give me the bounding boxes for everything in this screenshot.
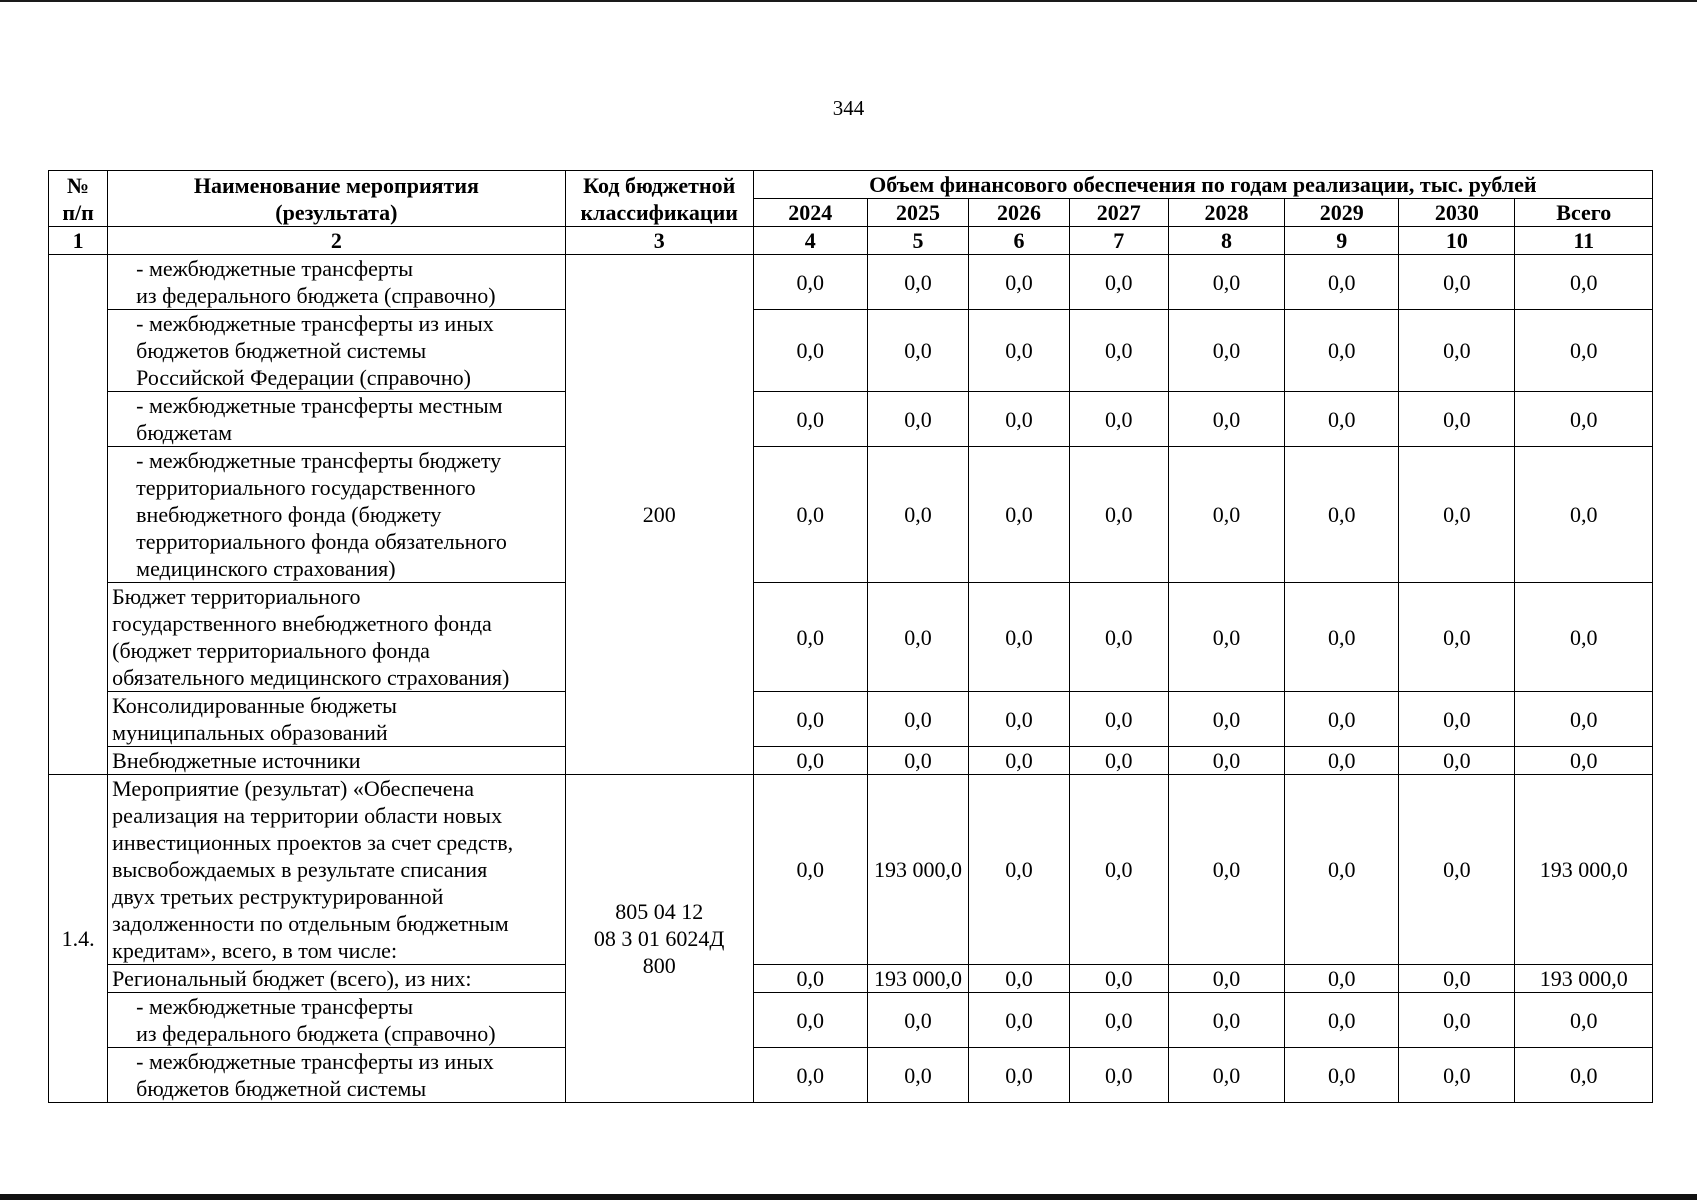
year-value-cell: 0,0 (1069, 747, 1168, 775)
total-value-cell: 0,0 (1515, 255, 1653, 310)
col-number-label: 7 (1069, 227, 1168, 255)
year-value-cell: 0,0 (969, 310, 1069, 392)
row-name-line: Внебюджетные источники (112, 748, 361, 773)
col-number-label: 9 (1285, 227, 1399, 255)
year-value-cell: 0,0 (1399, 392, 1515, 447)
col-header-year: Всего (1515, 199, 1653, 227)
row-name-cell (108, 775, 566, 965)
year-value-cell: 0,0 (969, 747, 1069, 775)
budget-code-line: 08 3 01 6024Д (593, 926, 725, 951)
table-row (49, 447, 1653, 583)
year-value-cell: 0,0 (1069, 583, 1168, 692)
page-number: 344 (832, 96, 865, 120)
year-value-cell: 0,0 (867, 993, 968, 1048)
year-value-cell: 0,0 (1168, 775, 1284, 965)
table-row (49, 747, 1653, 775)
year-value-cell: 0,0 (969, 255, 1069, 310)
col-number-label: 10 (1399, 227, 1515, 255)
year-value-cell: 0,0 (1069, 447, 1168, 583)
row-name-cell (108, 583, 566, 692)
table-row (49, 965, 1653, 993)
table-row (49, 775, 1653, 965)
year-value-cell: 0,0 (1399, 1048, 1515, 1103)
year-value-cell: 0,0 (1285, 255, 1399, 310)
row-name-line: муниципальных образований (112, 720, 388, 745)
total-value-cell: 0,0 (1515, 747, 1653, 775)
year-value-cell: 0,0 (969, 775, 1069, 965)
year-value-cell: 0,0 (1168, 255, 1284, 310)
col-header-name: Наименование мероприятия (результата) (108, 171, 566, 227)
row-name-line: Российской Федерации (справочно) (136, 365, 471, 390)
row-name-cell (108, 692, 566, 747)
year-value-cell: 0,0 (753, 310, 867, 392)
row-name-line: двух третьих реструктурированной (112, 884, 444, 909)
row-name-line: Мероприятие (результат) «Обеспечена (112, 776, 475, 801)
year-value-cell: 0,0 (1399, 747, 1515, 775)
budget-code-line: 800 (642, 953, 676, 978)
table-row (49, 692, 1653, 747)
year-value-cell: 0,0 (753, 775, 867, 965)
year-value-cell: 0,0 (1168, 583, 1284, 692)
year-value-cell: 0,0 (1168, 447, 1284, 583)
year-value-cell: 0,0 (1285, 775, 1399, 965)
year-value-cell: 0,0 (1069, 965, 1168, 993)
col-number-label: 8 (1168, 227, 1284, 255)
row-name-cell (108, 993, 566, 1048)
budget-code-line: 200 (642, 502, 676, 527)
year-value-cell: 0,0 (969, 993, 1069, 1048)
year-value-cell: 0,0 (867, 1048, 968, 1103)
table-row (49, 583, 1653, 692)
col-header-year: 2027 (1069, 199, 1168, 227)
page-top-rule (0, 0, 1697, 2)
col-number-label: 1 (49, 227, 108, 255)
col-number-label: 11 (1515, 227, 1653, 255)
year-value-cell: 0,0 (1069, 692, 1168, 747)
year-value-cell: 0,0 (1399, 965, 1515, 993)
budget-code-cell (565, 775, 753, 1103)
row-name-line: бюджетов бюджетной системы (136, 1076, 427, 1101)
row-name-cell (108, 1048, 566, 1103)
year-value-cell: 0,0 (753, 965, 867, 993)
year-value-cell: 193 000,0 (867, 965, 968, 993)
year-value-cell: 0,0 (1168, 310, 1284, 392)
row-name-cell (108, 747, 566, 775)
col-header-budget-code: Код бюджетной классификации (565, 171, 753, 227)
budget-code-cell (565, 255, 753, 775)
year-value-cell: 0,0 (1168, 392, 1284, 447)
year-value-cell: 0,0 (867, 310, 968, 392)
year-value-cell: 0,0 (867, 583, 968, 692)
col-number-label: 4 (753, 227, 867, 255)
year-value-cell: 0,0 (1285, 392, 1399, 447)
row-name-line: внебюджетного фонда (бюджету (136, 502, 442, 527)
col-header-volume: Объем финансового обеспечения по годам реализации, тыс. рублей (753, 171, 1652, 199)
year-value-cell: 0,0 (753, 692, 867, 747)
year-value-cell: 0,0 (1069, 775, 1168, 965)
col-header-year: 2028 (1168, 199, 1284, 227)
year-value-cell: 0,0 (969, 965, 1069, 993)
total-value-cell: 0,0 (1515, 447, 1653, 583)
year-value-cell: 0,0 (969, 392, 1069, 447)
row-name-line: (бюджет территориального фонда (112, 638, 430, 663)
year-value-cell: 0,0 (969, 447, 1069, 583)
row-name-line: территориального государственного (136, 475, 476, 500)
year-value-cell: 0,0 (969, 583, 1069, 692)
col-number-label: 3 (565, 227, 753, 255)
year-value-cell: 0,0 (1399, 583, 1515, 692)
year-value-cell: 0,0 (1285, 1048, 1399, 1103)
table-row (49, 993, 1653, 1048)
row-name-line: кредитам», всего, в том числе: (112, 938, 398, 963)
table-row (49, 392, 1653, 447)
table-row (49, 310, 1653, 392)
row-name-line: - межбюджетные трансферты (136, 994, 413, 1019)
row-name-line: реализация на территории области новых (112, 803, 503, 828)
year-value-cell: 0,0 (1168, 1048, 1284, 1103)
row-name-cell (108, 965, 566, 993)
year-value-cell: 0,0 (753, 993, 867, 1048)
year-value-cell: 0,0 (753, 392, 867, 447)
row-name-line: Бюджет территориального (112, 584, 361, 609)
total-value-cell: 0,0 (1515, 310, 1653, 392)
year-value-cell: 0,0 (1399, 692, 1515, 747)
row-name-line: обязательного медицинского страхования) (112, 665, 510, 690)
col-header-year: 2024 (753, 199, 867, 227)
year-value-cell: 0,0 (867, 692, 968, 747)
year-value-cell: 0,0 (1285, 583, 1399, 692)
year-value-cell: 0,0 (1399, 447, 1515, 583)
year-value-cell: 0,0 (1285, 993, 1399, 1048)
row-name-line: задолженности по отдельным бюджетным (112, 911, 509, 936)
year-value-cell: 0,0 (1069, 993, 1168, 1048)
year-value-cell: 0,0 (1285, 692, 1399, 747)
col-header-year: 2030 (1399, 199, 1515, 227)
total-value-cell: 0,0 (1515, 993, 1653, 1048)
col-header-number: № п/п (49, 171, 108, 227)
row-name-cell (108, 447, 566, 583)
total-value-cell: 0,0 (1515, 392, 1653, 447)
col-header-year: 2025 (867, 199, 968, 227)
total-value-cell: 0,0 (1515, 692, 1653, 747)
year-value-cell: 0,0 (867, 255, 968, 310)
row-name-line: - межбюджетные трансферты (136, 256, 413, 281)
row-name-line: - межбюджетные трансферты бюджету (136, 448, 502, 473)
row-name-line: - межбюджетные трансферты местным (136, 393, 503, 418)
row-name-line: из федерального бюджета (справочно) (136, 283, 496, 308)
row-name-line: инвестиционных проектов за счет средств, (112, 830, 514, 855)
total-value-cell: 0,0 (1515, 1048, 1653, 1103)
year-value-cell: 0,0 (753, 1048, 867, 1103)
year-value-cell: 0,0 (753, 583, 867, 692)
row-name-cell (108, 255, 566, 310)
total-value-cell: 193 000,0 (1515, 965, 1653, 993)
row-name-line: из федерального бюджета (справочно) (136, 1021, 496, 1046)
year-value-cell: 0,0 (1168, 993, 1284, 1048)
row-index-cell: 1.4. (49, 775, 108, 1103)
row-name-line: медицинского страхования) (136, 556, 396, 581)
year-value-cell: 0,0 (753, 255, 867, 310)
year-value-cell: 0,0 (867, 392, 968, 447)
row-name-line: бюджетов бюджетной системы (136, 338, 427, 363)
total-value-cell: 0,0 (1515, 583, 1653, 692)
table-row (49, 255, 1653, 310)
row-name-line: - межбюджетные трансферты из иных (136, 1049, 494, 1074)
row-name-cell (108, 310, 566, 392)
row-name-line: Консолидированные бюджеты (112, 693, 397, 718)
row-name-line: государственного внебюджетного фонда (112, 611, 492, 636)
col-number-label: 6 (969, 227, 1069, 255)
table-row (49, 1048, 1653, 1103)
year-value-cell: 0,0 (1069, 392, 1168, 447)
year-value-cell: 0,0 (753, 447, 867, 583)
year-value-cell: 0,0 (969, 1048, 1069, 1103)
year-value-cell: 0,0 (867, 447, 968, 583)
row-name-line: высвобождаемых в результате списания (112, 857, 488, 882)
year-value-cell: 0,0 (1285, 310, 1399, 392)
row-name-line: - межбюджетные трансферты из иных (136, 311, 494, 336)
col-number-label: 5 (867, 227, 968, 255)
financing-table (48, 170, 1653, 1103)
year-value-cell: 0,0 (1285, 965, 1399, 993)
row-name-cell (108, 392, 566, 447)
year-value-cell: 0,0 (1168, 747, 1284, 775)
row-name-line: бюджетам (136, 420, 233, 445)
page-bottom-band (0, 1194, 1697, 1200)
col-header-year: 2026 (969, 199, 1069, 227)
year-value-cell: 0,0 (1399, 255, 1515, 310)
year-value-cell: 0,0 (1399, 310, 1515, 392)
year-value-cell: 0,0 (969, 692, 1069, 747)
year-value-cell: 0,0 (867, 747, 968, 775)
year-value-cell: 0,0 (1285, 747, 1399, 775)
col-number-label: 2 (108, 227, 566, 255)
row-index-cell (49, 255, 108, 775)
year-value-cell: 0,0 (753, 747, 867, 775)
year-value-cell: 0,0 (1069, 255, 1168, 310)
year-value-cell: 193 000,0 (867, 775, 968, 965)
year-value-cell: 0,0 (1069, 310, 1168, 392)
year-value-cell: 0,0 (1399, 993, 1515, 1048)
year-value-cell: 0,0 (1168, 965, 1284, 993)
budget-code-line: 805 04 12 (615, 899, 704, 924)
year-value-cell: 0,0 (1069, 1048, 1168, 1103)
col-header-year: 2029 (1285, 199, 1399, 227)
total-value-cell: 193 000,0 (1515, 775, 1653, 965)
year-value-cell: 0,0 (1285, 447, 1399, 583)
year-value-cell: 0,0 (1168, 692, 1284, 747)
row-name-line: территориального фонда обязательного (136, 529, 507, 554)
row-name-line: Региональный бюджет (всего), из них: (112, 966, 472, 991)
year-value-cell: 0,0 (1399, 775, 1515, 965)
